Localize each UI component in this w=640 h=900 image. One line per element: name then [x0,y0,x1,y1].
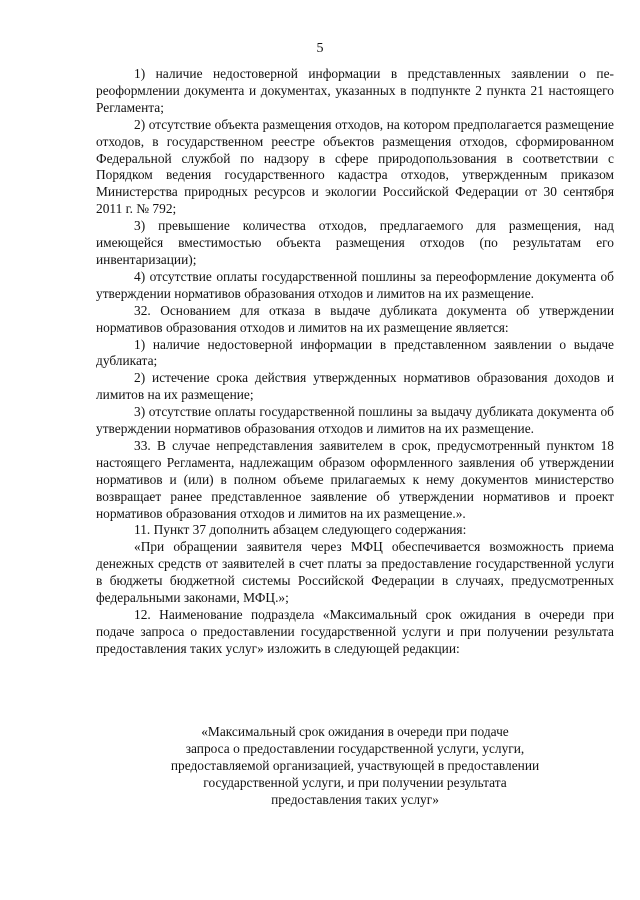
paragraph-mfc-payment-quote: «При обращении заявителя через МФЦ обеспечивается возможность приема денежных средств от заявителей в счет платы за предоставление государственной услуги в бюджеты бюджетной системы Российской Федерации в случаях, предусмотренных федеральными законами, МФЦ.»; [96,539,614,606]
paragraph-clause-32: 32. Основанием для отказа в выдаче дубликата документа об утверждении нормативов образования отходов и лимитов на их размещение является: [96,302,614,335]
document-body [96,66,614,658]
paragraph-item-2-no-facility: 2) отсутствие объекта размещения отходов, на котором предполагается размещение отходов, в государственном реестре объектов размещения отходов, сформированном Федеральной службой по надзору в сфере природопользования в соответствии с Порядком ведения государственного кадастра отходов, утвержденным приказом Министерства природных ресурсов и экологии Российской Федерации от 30 сентября 2011 г. № 792; [96,116,614,217]
page-number: 5 [316,41,324,56]
paragraph-clause-32-item-3: 3) отсутствие оплаты государственной пошлины за выдачу дубликата документа об утверждении нормативов образования отходов и лимитов на их размещение. [96,404,614,437]
paragraph-amendment-12: 12. Наименование подраздела «Максимальный срок ожидания в очереди при подаче запроса о предоставлении государственной услуги и при получении результата предоставления таких услуг» изложить в следующей редакции: [96,607,614,656]
paragraph-clause-33: 33. В случае непредставления заявителем в срок, предусмотренный пунктом 18 настоящего Регламента, надлежащим образом оформленного заявления об утверждении нормативов и (или) в полном объеме прилагаемых к нему документов министерство возвращает ранее представленное заявление об утверждении нормативов и проект нормативов образования отходов и лимитов на их размещение.». [96,437,614,521]
heading-line: запроса о предоставлении государственной услуги, услуги, [185,740,525,756]
subsection-heading [120,724,590,809]
paragraph-amendment-11: 11. Пункт 37 дополнить абзацем следующего содержания: [134,522,467,538]
paragraph-item-1-data-inaccurate: 1) наличие недостоверной информации в представленных заявлении о переоформлении документа и документах, указанных в подпункте 2 пункта 21 настоящего Регламента; [96,66,614,115]
heading-line: предоставления таких услуг» [271,791,439,807]
heading-line: «Максимальный срок ожидания в очереди при подаче [201,724,509,739]
paragraph-item-3-capacity-exceeded: 3) превышение количества отходов, предлагаемого для размещения, над имеющейся вместимостью объекта размещения отходов (по результатам его инвентаризации); [96,218,614,267]
paragraph-clause-32-item-2: 2) истечение срока действия утвержденных нормативов образования доходов и лимитов на их размещение; [96,370,614,403]
paragraph-clause-32-item-1: 1) наличие недостоверной информации в представленном заявлении о выдаче дубликата; [96,336,614,369]
heading-line: государственной услуги, и при получении результата [203,774,507,790]
paragraph-item-4-fee-unpaid: 4) отсутствие оплаты государственной пошлины за переоформление документа об утверждении нормативов образования отходов и лимитов на их размещение. [96,268,614,301]
heading-line: предоставляемой организацией, участвующей в предоставлении [170,757,540,773]
